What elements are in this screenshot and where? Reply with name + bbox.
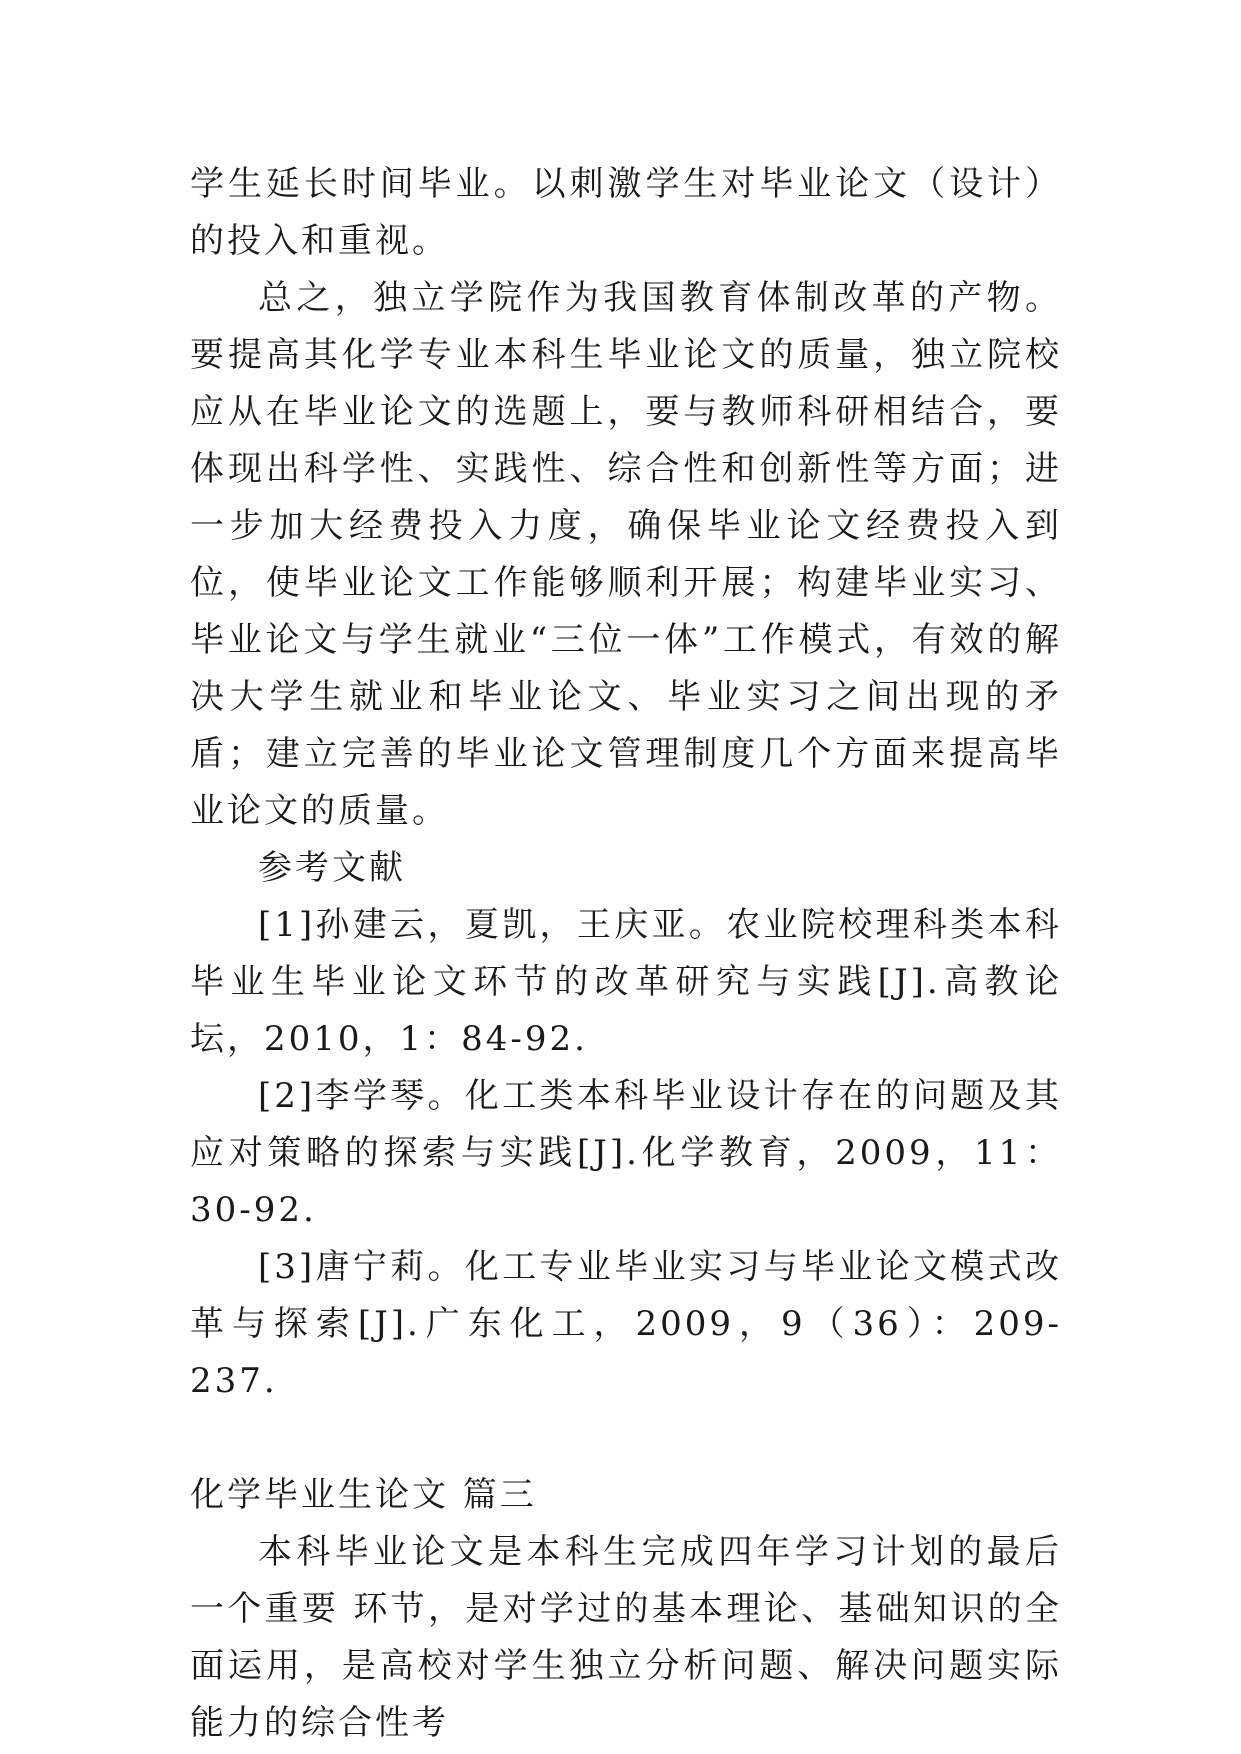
document-body bbox=[190, 156, 1062, 1752]
reference-item-1: [1]孙建云，夏凯，王庆亚。农业院校理科类本科毕业生毕业论文环节的改革研究与实践[J].高教论坛，2010，1：84-92. bbox=[190, 905, 1062, 1059]
conclusion-paragraph: 总之，独立学院作为我国教育体制改革的产物。要提高其化学专业本科生毕业论文的质量，独立院校应从在毕业论文的选题上，要与教师科研相结合，要体现出科学性、实践性、综合性和创新性等方面；进一步加大经费投入力度，确保毕业论文经费投入到位，使毕业论文工作能够顺利开展；构建毕业实习、毕业论文与学生就业“三位一体”工作模式，有效的解决大学生就业和毕业论文、毕业实习之间出现的矛盾；建立完善的毕业论文管理制度几个方面来提高毕业论文的质量。 bbox=[190, 278, 1062, 831]
section-paragraph: 本科毕业论文是本科生完成四年学习计划的最后一个重要 环节，是对学过的基本理论、基础知识的全面运用，是高校对学生独立分析问题、解决问题实际能力的综合性考 bbox=[190, 1532, 1062, 1743]
intro-paragraph: 学生延长时间毕业。以刺激学生对毕业论文（设计）的投入和重视。 bbox=[190, 164, 1062, 261]
reference-item-2: [2]李学琴。化工类本科毕业设计存在的问题及其应对策略的探索与实践[J].化学教育，2009，11：30-92. bbox=[190, 1076, 1062, 1230]
section-title: 化学毕业生论文 篇三 bbox=[190, 1475, 537, 1515]
references-heading: 参考文献 bbox=[258, 848, 406, 888]
reference-item-3: [3]唐宁莉。化工专业毕业实习与毕业论文模式改革与探索[J].广东化工，2009，9（36）：209-237. bbox=[190, 1247, 1062, 1401]
